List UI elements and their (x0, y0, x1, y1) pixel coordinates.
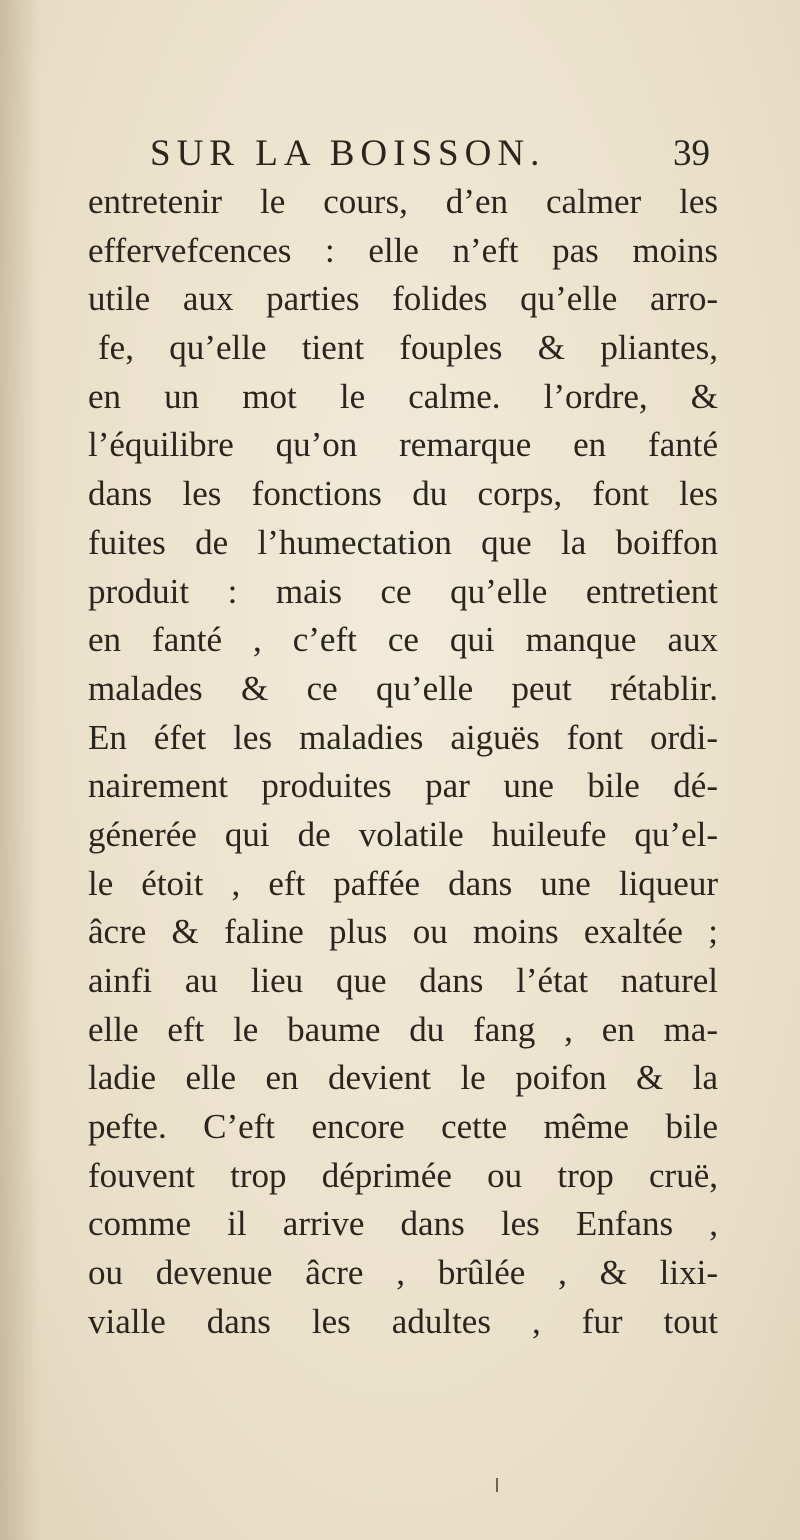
text-line: utile aux parties folides qu’elle arro- (88, 279, 718, 319)
text-line: ladie elle en devient le poifon & la (88, 1058, 718, 1098)
text-line: produit : mais ce qu’elle entretient (88, 571, 718, 611)
text-line: en fanté , c’eft ce qui manque aux (88, 620, 718, 660)
text-line: malades & ce qu’elle peut rétablir. (88, 668, 718, 708)
text-line: En éfet les maladies aiguës font ordi- (88, 717, 718, 757)
text-line: entretenir le cours, d’en calmer les (88, 182, 718, 221)
text-line: elle eft le baume du fang , en ma- (88, 1009, 718, 1049)
text-line: nairement produites par une bile dé- (88, 766, 718, 806)
text-line: le étoit , eft paffée dans une liqueur (88, 863, 718, 903)
text-line: l’équilibre qu’on remarque en fanté (88, 425, 718, 465)
ink-mark (496, 1478, 498, 1492)
text-line: fe, qu’elle tient fouples & pliantes, (98, 328, 718, 368)
binding-shadow (0, 0, 40, 1540)
text-line: vialle dans les adultes , fur tout (88, 1301, 718, 1341)
text-line: comme il arrive dans les Enfans , (88, 1204, 718, 1244)
text-line: génerée qui de volatile huileufe qu’el- (88, 814, 718, 854)
running-head (150, 132, 710, 175)
running-title: SUR LA BOISSON. (150, 133, 546, 174)
text-line: dans les fonctions du corps, font les (88, 474, 718, 514)
body-text (88, 178, 718, 1347)
text-line: pefte. C’eft encore cette même bile (88, 1107, 718, 1147)
text-line: fuites de l’humectation que la boiffon (88, 522, 718, 562)
text-line: ou devenue âcre , brûlée , & lixi- (88, 1253, 718, 1293)
text-line: en un mot le calme. l’ordre, & (88, 376, 718, 416)
page-number: 39 (673, 133, 710, 174)
text-line: fouvent trop déprimée ou trop cruë, (88, 1155, 718, 1195)
text-line: âcre & faline plus ou moins exaltée ; (88, 912, 718, 952)
text-line: effervefcences : elle n’eft pas moins (88, 230, 718, 270)
text-line: ainfi au lieu que dans l’état naturel (88, 961, 718, 1000)
